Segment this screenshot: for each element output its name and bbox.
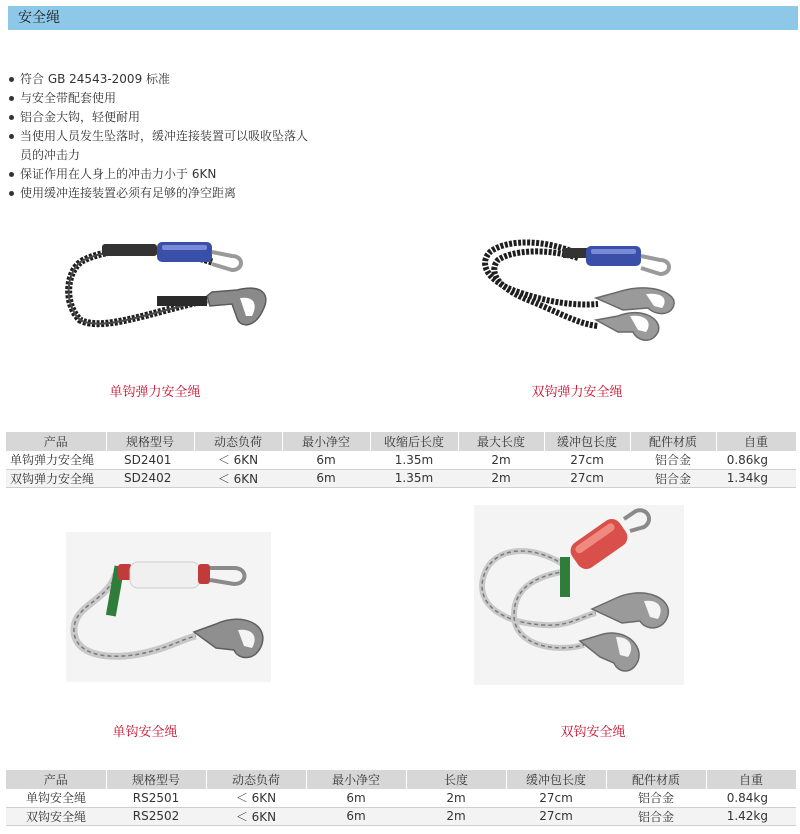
table-cell: 6m bbox=[282, 451, 370, 469]
column-header: 自重 bbox=[716, 432, 796, 451]
table-row bbox=[6, 451, 796, 469]
single-hook-elastic-lanyard-image bbox=[62, 232, 272, 342]
column-header: 产品 bbox=[6, 770, 106, 789]
product-caption: 双钩弹力安全绳 bbox=[531, 385, 623, 400]
table-cell: 6m bbox=[306, 789, 406, 807]
table-cell: SD2401 bbox=[106, 451, 194, 469]
table-cell: 铝合金 bbox=[630, 451, 716, 469]
table-cell: 1.35m bbox=[370, 451, 458, 469]
column-header: 长度 bbox=[406, 770, 506, 789]
table-cell: 27cm bbox=[506, 807, 606, 825]
feature-item: 当使用人员发生坠落时，缓冲连接装置可以吸收坠落人 bbox=[8, 127, 388, 146]
table-header-row bbox=[6, 770, 796, 789]
table-row bbox=[6, 469, 796, 487]
column-header: 规格型号 bbox=[106, 770, 206, 789]
product-caption: 单钩安全绳 bbox=[112, 725, 178, 740]
section-title: 安全绳 bbox=[8, 6, 798, 30]
table-cell: ＜ 6KN bbox=[206, 807, 306, 825]
table-cell: 2m bbox=[458, 451, 544, 469]
table-cell: 铝合金 bbox=[606, 789, 706, 807]
table-cell: 0.86kg bbox=[716, 451, 796, 469]
table-cell: 6m bbox=[306, 807, 406, 825]
table-cell: 27cm bbox=[506, 789, 606, 807]
column-header: 配件材质 bbox=[630, 432, 716, 451]
table-cell: 0.84kg bbox=[706, 789, 796, 807]
table-row bbox=[6, 789, 796, 807]
column-header: 最小净空 bbox=[282, 432, 370, 451]
table-cell: 1.42kg bbox=[706, 807, 796, 825]
table-cell: ＜ 6KN bbox=[194, 451, 282, 469]
feature-item: 铝合金大钩，轻便耐用 bbox=[8, 108, 388, 127]
table-cell: 27cm bbox=[544, 451, 630, 469]
spec-table-rope bbox=[6, 770, 797, 826]
product-caption: 单钩弹力安全绳 bbox=[109, 385, 201, 400]
table-cell: 2m bbox=[406, 807, 506, 825]
feature-item: 保证作用在人身上的冲击力小于 6KN bbox=[8, 165, 388, 184]
table-cell: 1.35m bbox=[370, 469, 458, 487]
double-hook-rope-lanyard-image bbox=[474, 505, 684, 685]
feature-item: 符合 GB 24543-2009 标准 bbox=[8, 70, 388, 89]
column-header: 规格型号 bbox=[106, 432, 194, 451]
table-cell: 6m bbox=[282, 469, 370, 487]
feature-item-continuation: 员的冲击力 bbox=[20, 148, 81, 162]
feature-list bbox=[8, 70, 388, 203]
table-cell: RS2501 bbox=[106, 789, 206, 807]
table-cell: 双钩安全绳 bbox=[6, 807, 106, 825]
table-cell: 单钩安全绳 bbox=[6, 789, 106, 807]
column-header: 缓冲包长度 bbox=[506, 770, 606, 789]
column-header: 最小净空 bbox=[306, 770, 406, 789]
table-cell: ＜ 6KN bbox=[206, 789, 306, 807]
table-cell: 铝合金 bbox=[630, 469, 716, 487]
column-header: 自重 bbox=[706, 770, 796, 789]
single-hook-rope-lanyard-image bbox=[66, 532, 271, 682]
table-cell: SD2402 bbox=[106, 469, 194, 487]
table-cell: ＜ 6KN bbox=[194, 469, 282, 487]
column-header: 动态负荷 bbox=[206, 770, 306, 789]
column-header: 缓冲包长度 bbox=[544, 432, 630, 451]
feature-item: 与安全带配套使用 bbox=[8, 89, 388, 108]
table-cell: 双钩弹力安全绳 bbox=[6, 469, 106, 487]
table-cell: 1.34kg bbox=[716, 469, 796, 487]
table-cell: 2m bbox=[458, 469, 544, 487]
column-header: 收缩后长度 bbox=[370, 432, 458, 451]
table-row bbox=[6, 807, 796, 825]
table-cell: RS2502 bbox=[106, 807, 206, 825]
table-cell: 铝合金 bbox=[606, 807, 706, 825]
double-hook-elastic-lanyard-image bbox=[478, 232, 688, 347]
feature-item: 使用缓冲连接装置必须有足够的净空距离 bbox=[8, 184, 388, 203]
table-cell: 27cm bbox=[544, 469, 630, 487]
table-cell: 单钩弹力安全绳 bbox=[6, 451, 106, 469]
table-header-row bbox=[6, 432, 796, 451]
spec-table-elastic bbox=[6, 432, 797, 488]
column-header: 配件材质 bbox=[606, 770, 706, 789]
column-header: 产品 bbox=[6, 432, 106, 451]
table-cell: 2m bbox=[406, 789, 506, 807]
column-header: 最大长度 bbox=[458, 432, 544, 451]
column-header: 动态负荷 bbox=[194, 432, 282, 451]
product-caption: 双钩安全绳 bbox=[560, 725, 626, 740]
